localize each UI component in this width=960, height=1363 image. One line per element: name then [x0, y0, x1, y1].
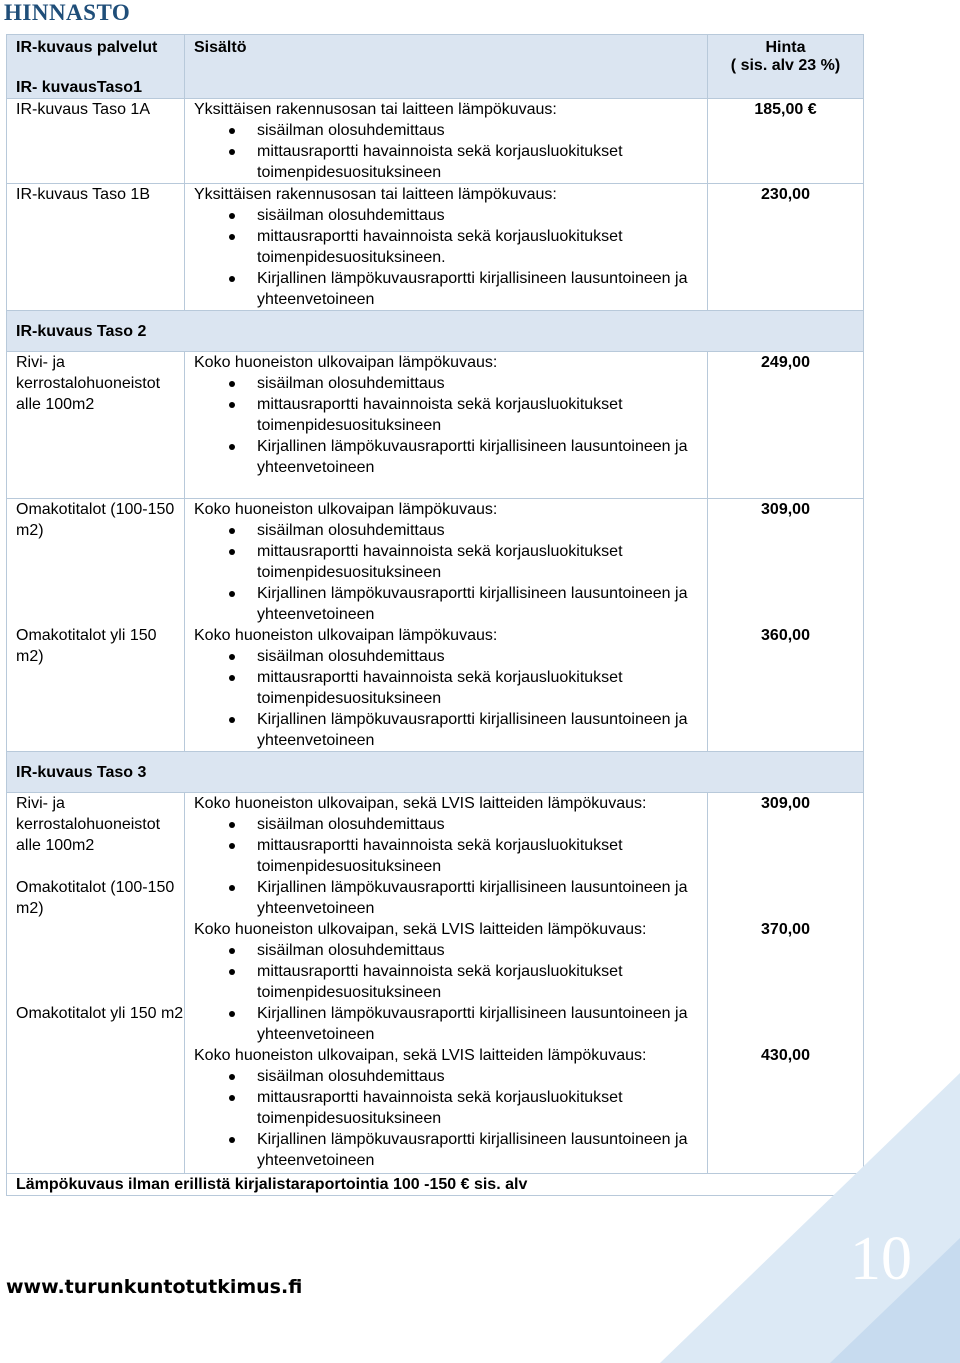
list-item: mittausraportti havainnoista sekä korjausluokitukset toimenpidesuosituksineen: [194, 961, 707, 1003]
list-item: Kirjallinen lämpökuvausraportti kirjallisineen lausuntoineen ja yhteenvetoineen: [194, 709, 707, 751]
service-name: Rivi- ja kerrostalohuoneistot alle 100m2: [16, 795, 161, 854]
service-price: 309,00: [761, 501, 810, 518]
list-item: sisäilman olosuhdemittaus: [194, 940, 707, 961]
list-item: mittausraportti havainnoista sekä korjausluokitukset toimenpidesuosituksineen.: [194, 226, 707, 268]
list-item: Kirjallinen lämpökuvausraportti kirjallisineen lausuntoineen ja yhteenvetoineen: [194, 1129, 707, 1171]
list-item: mittausraportti havainnoista sekä korjausluokitukset toimenpidesuosituksineen: [194, 394, 707, 436]
content-list: [194, 940, 707, 1045]
service-name: Omakotitalot yli 150 m2: [16, 1005, 184, 1022]
list-item: mittausraportti havainnoista sekä korjausluokitukset toimenpidesuosituksineen: [194, 835, 707, 877]
list-item: sisäilman olosuhdemittaus: [194, 1066, 707, 1087]
service-price: 309,00: [761, 795, 810, 812]
section-taso3-heading: IR-kuvaus Taso 3: [16, 763, 147, 781]
list-item: sisäilman olosuhdemittaus: [194, 120, 707, 141]
table-row: [7, 352, 864, 499]
service-name: Omakotitalot (100-150 m2): [16, 879, 175, 917]
content-intro: Yksittäisen rakennusosan tai laitteen lämpökuvaus:: [194, 101, 557, 118]
list-item: sisäilman olosuhdemittaus: [194, 205, 707, 226]
service-name: IR-kuvaus Taso 1A: [16, 101, 150, 118]
content-list: [194, 373, 707, 478]
content-list: [194, 646, 707, 751]
service-price: 230,00: [761, 186, 810, 203]
content-intro: Koko huoneiston ulkovaipan, sekä LVIS laitteiden lämpökuvaus:: [194, 795, 647, 812]
table-row: [7, 99, 864, 184]
footer-note: Lämpökuvaus ilman erillistä kirjalistaraportointia 100 -150 € sis. alv: [16, 1176, 528, 1193]
service-name: Omakotitalot yli 150 m2): [16, 627, 157, 665]
header-services: IR-kuvaus palvelut: [16, 39, 158, 56]
list-item: sisäilman olosuhdemittaus: [194, 814, 707, 835]
content-intro: Koko huoneiston ulkovaipan lämpökuvaus:: [194, 627, 498, 644]
content-list: [194, 120, 707, 183]
content-intro: Yksittäisen rakennusosan tai laitteen lämpökuvaus:: [194, 186, 557, 203]
header-content: Sisältö: [194, 39, 247, 56]
service-price: 249,00: [761, 354, 810, 371]
content-intro: Koko huoneiston ulkovaipan, sekä LVIS laitteiden lämpökuvaus:: [194, 1047, 647, 1064]
service-price: 370,00: [761, 921, 810, 938]
section-row: [7, 311, 864, 352]
content-intro: Koko huoneiston ulkovaipan, sekä LVIS laitteiden lämpökuvaus:: [194, 921, 647, 938]
service-name: Omakotitalot (100-150 m2): [16, 501, 175, 539]
list-item: sisäilman olosuhdemittaus: [194, 520, 707, 541]
list-item: mittausraportti havainnoista sekä korjausluokitukset toimenpidesuosituksineen: [194, 667, 707, 709]
service-price: 430,00: [761, 1047, 810, 1064]
list-item: Kirjallinen lämpökuvausraportti kirjallisineen lausuntoineen ja yhteenvetoineen: [194, 583, 707, 625]
list-item: mittausraportti havainnoista sekä korjausluokitukset toimenpidesuosituksineen: [194, 541, 707, 583]
section-taso2-heading: IR-kuvaus Taso 2: [16, 322, 147, 340]
list-item: Kirjallinen lämpökuvausraportti kirjallisineen lausuntoineen ja yhteenvetoineen: [194, 877, 707, 919]
list-item: sisäilman olosuhdemittaus: [194, 646, 707, 667]
section-row: [7, 752, 864, 793]
list-item: Kirjallinen lämpökuvausraportti kirjallisineen lausuntoineen ja yhteenvetoineen: [194, 268, 707, 310]
page-number: 10: [850, 1225, 912, 1293]
table-row: [7, 184, 864, 311]
header-price-vat: ( sis. alv 23 %): [730, 57, 841, 74]
header-price: Hinta: [765, 39, 806, 56]
corner-decoration: [660, 1073, 960, 1363]
list-item: Kirjallinen lämpökuvausraportti kirjallisineen lausuntoineen ja yhteenvetoineen: [194, 1003, 707, 1045]
list-item: mittausraportti havainnoista sekä korjausluokitukset toimenpidesuosituksineen: [194, 141, 707, 183]
service-name: IR-kuvaus Taso 1B: [16, 186, 150, 203]
content-list: [194, 1066, 707, 1171]
list-item: Kirjallinen lämpökuvausraportti kirjallisineen lausuntoineen ja yhteenvetoineen: [194, 436, 707, 478]
service-price: 360,00: [761, 627, 810, 644]
table-row: [7, 499, 864, 752]
list-item: mittausraportti havainnoista sekä korjausluokitukset toimenpidesuosituksineen: [194, 1087, 707, 1129]
service-name: Rivi- ja kerrostalohuoneistot alle 100m2: [16, 354, 161, 413]
section-taso1-heading: IR- kuvausTaso1: [16, 79, 142, 96]
content-list: [194, 520, 707, 625]
table-header-row: [7, 35, 864, 99]
website-url: www.turunkuntotutkimus.fi: [6, 1276, 303, 1298]
price-table: [6, 34, 864, 1196]
list-item: sisäilman olosuhdemittaus: [194, 373, 707, 394]
service-price: 185,00 €: [754, 101, 817, 118]
page-title: HINNASTO: [4, 0, 131, 25]
content-list: [194, 205, 707, 310]
content-intro: Koko huoneiston ulkovaipan lämpökuvaus:: [194, 501, 498, 518]
content-intro: Koko huoneiston ulkovaipan lämpökuvaus:: [194, 354, 498, 371]
content-list: [194, 814, 707, 919]
